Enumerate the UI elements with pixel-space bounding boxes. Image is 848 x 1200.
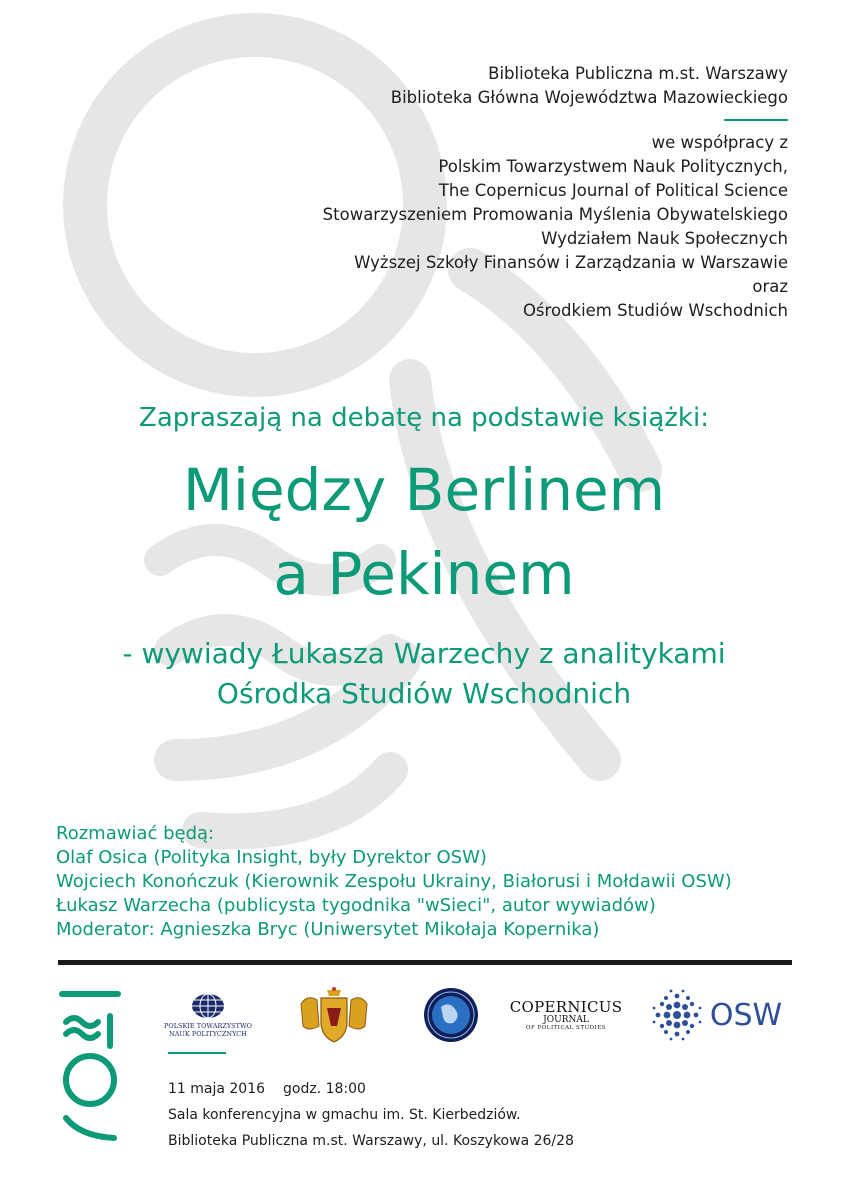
copernicus-subtitle: OF POLITICAL STUDIES (526, 1024, 606, 1031)
partner-line: Polskim Towarzystwem Nauk Politycznych, (438, 157, 788, 176)
partner-line: Wyższej Szkoły Finansów i Zarządzania w Warszawie (354, 253, 788, 272)
event-venue: Sala konferencyjna w gmachu im. St. Kierbedziów. (168, 1107, 521, 1123)
details-divider (168, 1052, 226, 1054)
book-title-line-2: a Pekinem (273, 540, 575, 608)
globe-seal-icon (423, 987, 479, 1043)
organizer-line-1: Biblioteka Publiczna m.st. Warszawy (488, 64, 788, 83)
copernicus-journal: JOURNAL (543, 1014, 589, 1025)
book-title (0, 448, 848, 616)
book-subtitle-line-1: - wywiady Łukasza Warzechy z analitykami (122, 637, 726, 670)
partner-line: Wydziałem Nauk Społecznych (541, 229, 788, 248)
partner-line: we współpracy z (651, 133, 788, 152)
event-address: Biblioteka Publiczna m.st. Warszawy, ul. Koszykowa 26/28 (168, 1133, 574, 1149)
speaker-item: Olaf Osica (Polityka Insight, były Dyrektor OSW) (56, 847, 487, 868)
event-date-time (168, 1076, 574, 1102)
book-title-line-1: Między Berlinem (182, 456, 666, 524)
speaker-item: Łukasz Warzecha (publicysta tygodnika "wSieci", autor wywiadów) (56, 895, 656, 916)
ptnk-name-line-1: POLSKIE TOWARZYSTWO (164, 1022, 252, 1030)
dot-sphere-icon (650, 988, 704, 1042)
organizer-line-2: Biblioteka Główna Województwa Mazowieckiego (390, 88, 788, 107)
event-time: godz. 18:00 (283, 1081, 366, 1097)
copernicus-title: COPERNICUS (509, 997, 623, 1016)
speakers-list (56, 822, 732, 942)
event-details (168, 1076, 574, 1154)
partner-line: Ośrodkiem Studiów Wschodnich (522, 301, 788, 320)
organizer-divider (724, 119, 788, 121)
speaker-item: Wojciech Konończuk (Kierownik Zespołu Ukrainy, Białorusi i Mołdawii OSW) (56, 871, 732, 892)
coat-of-arms-icon (297, 986, 371, 1044)
globe-seal-logo (422, 986, 480, 1044)
event-date: 11 maja 2016 (168, 1081, 266, 1097)
partner-line: oraz (752, 277, 788, 296)
coat-of-arms-logo (296, 986, 372, 1044)
osw-logo (644, 986, 788, 1044)
globe-grid-icon (190, 992, 226, 1020)
speakers-heading: Rozmawiać będą: (56, 823, 215, 844)
invitation-text: Zapraszają na debatę na podstawie książki: (139, 403, 709, 433)
footer-divider (58, 960, 792, 965)
ptnk-logo (160, 986, 256, 1044)
organizers-block (323, 62, 788, 323)
partner-line: The Copernicus Journal of Political Science (438, 181, 788, 200)
book-subtitle (0, 634, 848, 714)
moderator-item: Moderator: Agnieszka Bryc (Uniwersytet Mikołaja Kopernika) (56, 919, 600, 940)
osw-wordmark: OSW (709, 997, 783, 1033)
library-logo-icon (56, 986, 124, 1146)
copernicus-journal-logo (509, 986, 623, 1044)
book-subtitle-line-2: Ośrodka Studiów Wschodnich (216, 677, 632, 710)
ptnk-name-line-2: NAUK POLITYCZNYCH (169, 1030, 247, 1038)
partner-line: Stowarzyszeniem Promowania Myślenia Obywatelskiego (322, 205, 788, 224)
